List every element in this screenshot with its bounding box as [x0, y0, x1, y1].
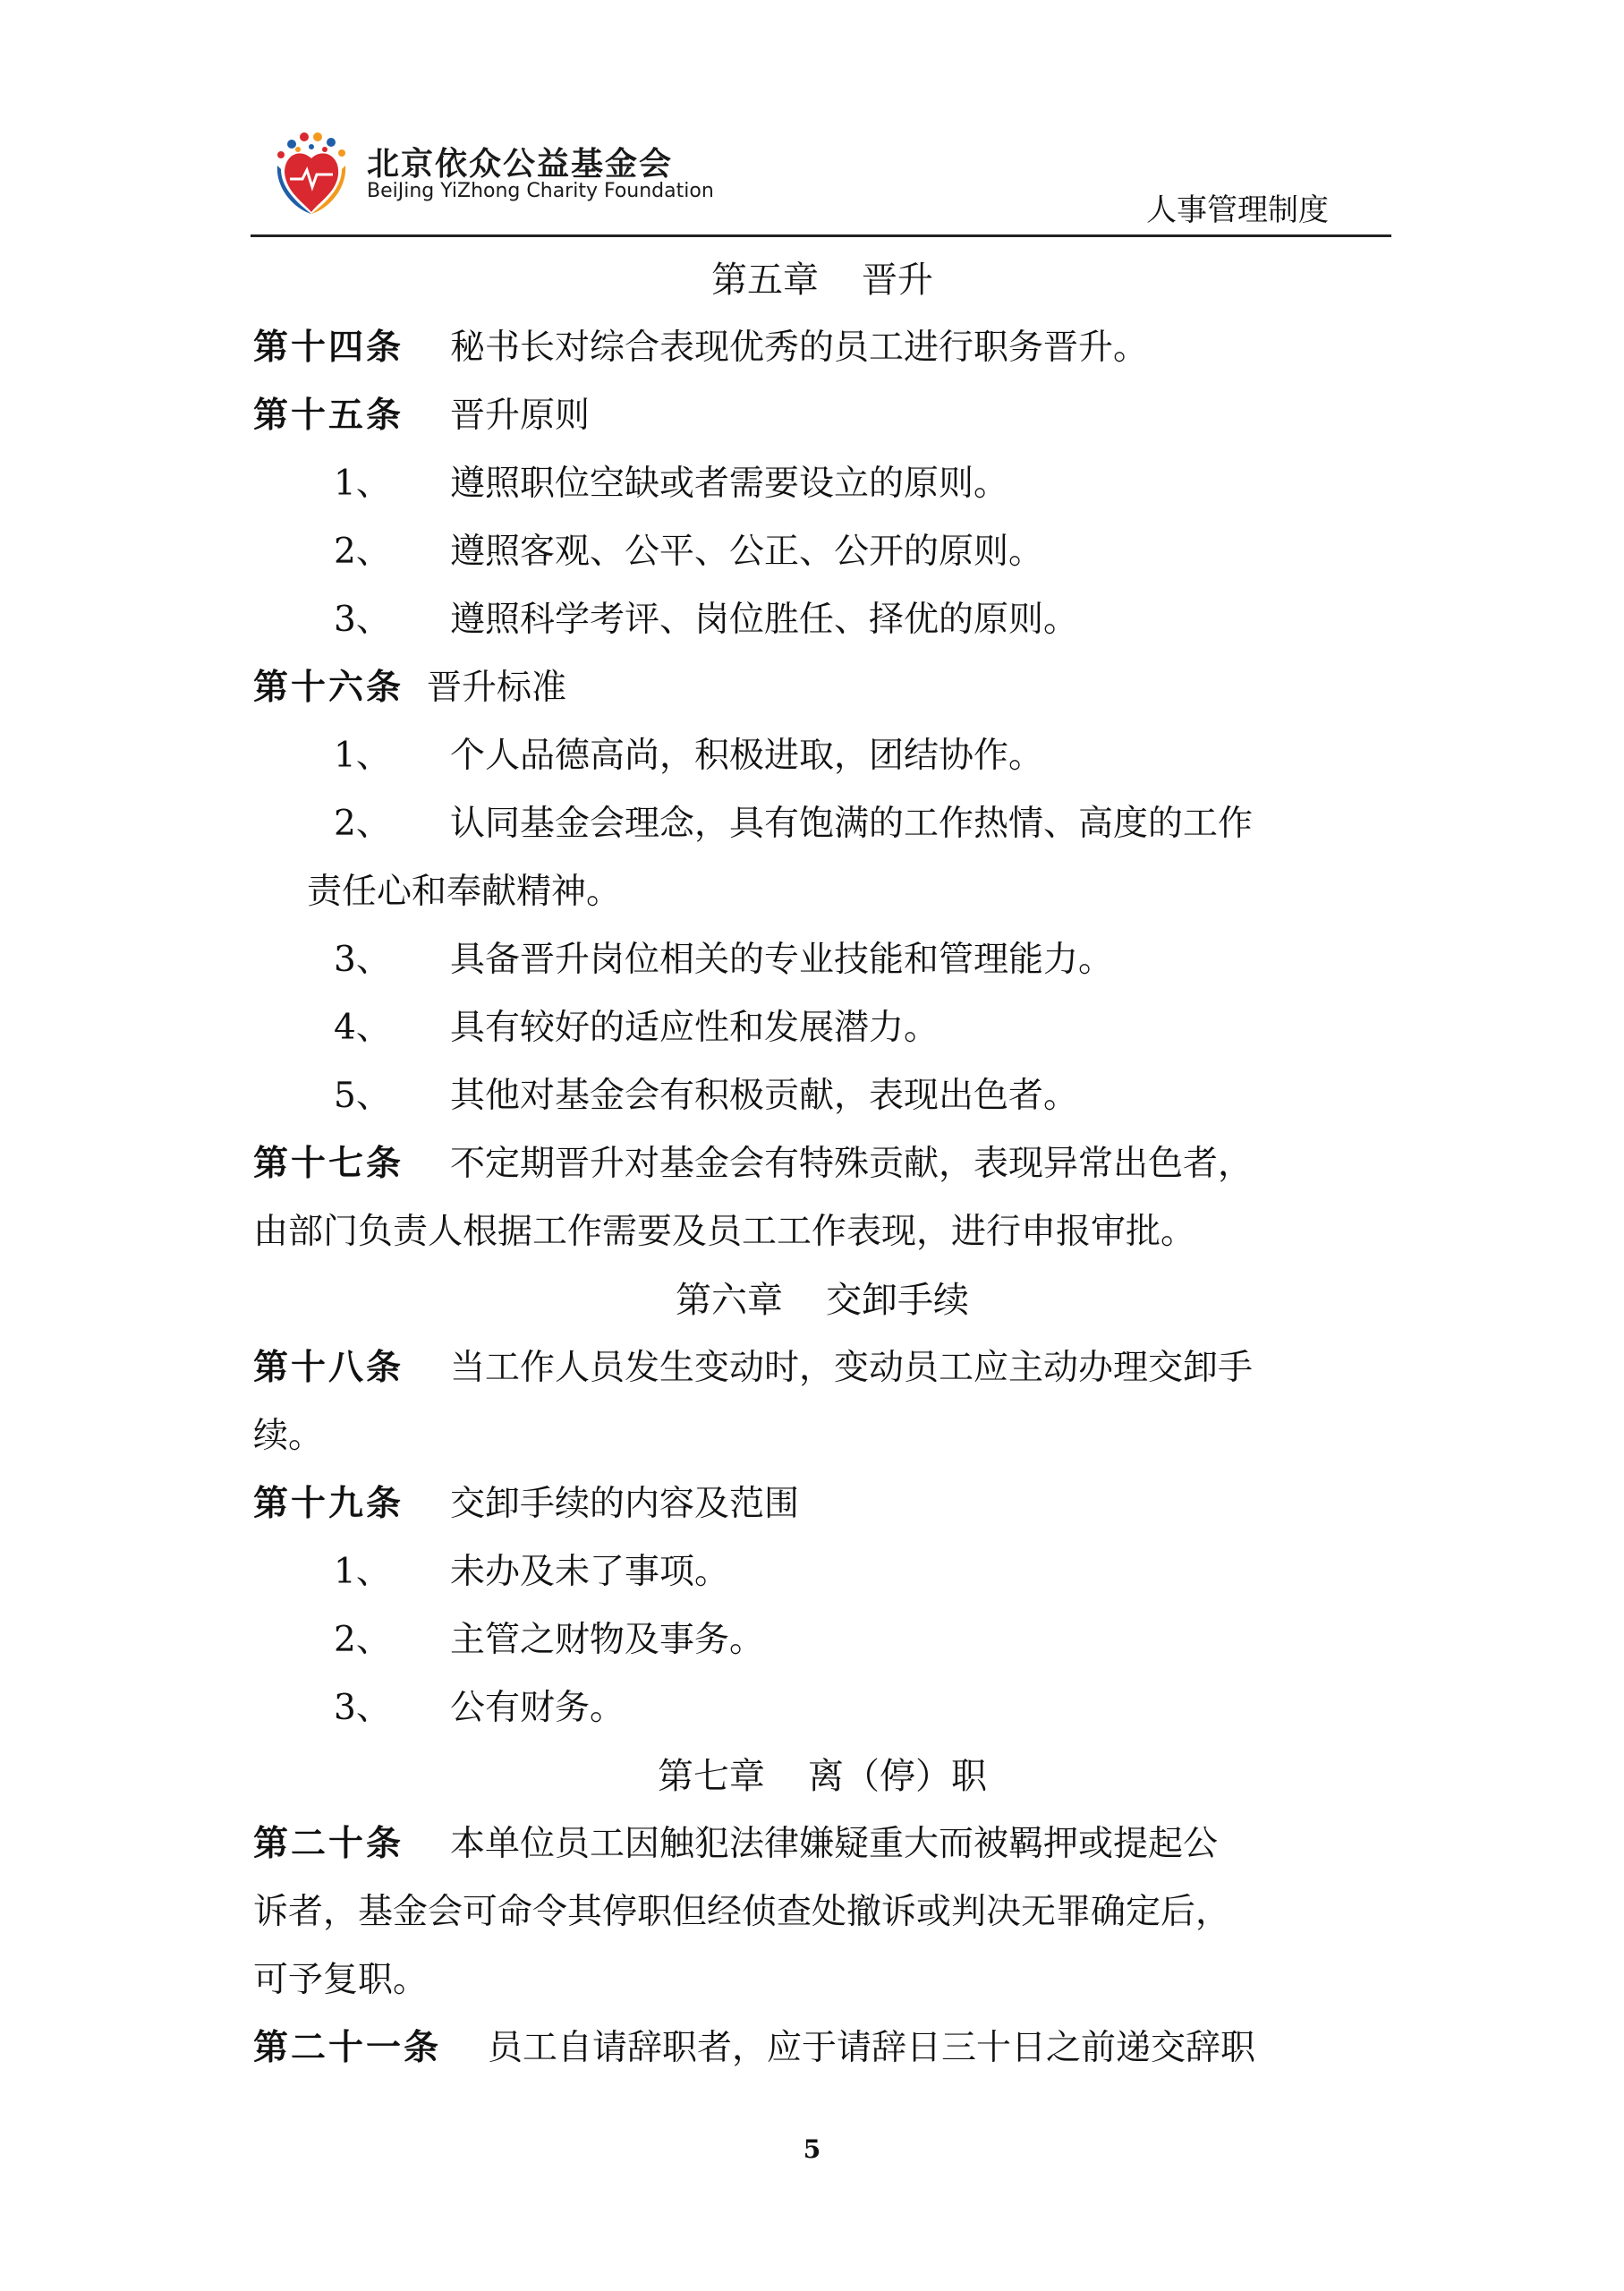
org-name-en: BeiJing YiZhong Charity Foundation: [367, 180, 714, 202]
chapter-heading: [253, 246, 1391, 314]
article-continuation: 可予复职。: [253, 1960, 429, 2000]
chapter-heading: [253, 1742, 1391, 1810]
article-number: 第十五条: [253, 396, 404, 436]
article-line: [253, 1130, 1391, 1198]
page-body: [253, 246, 1391, 2082]
chapter-number: 第七章: [658, 1756, 765, 1797]
list-item: 2、 主管之财物及事务。: [334, 1620, 765, 1660]
page-header: [251, 121, 1391, 237]
article-text: 员工自请辞职者，应于请辞日三十日之前递交辞职: [488, 2028, 1256, 2068]
article-number: 第二十条: [253, 1824, 404, 1864]
article-continuation: 由部门负责人根据工作需要及员工工作表现，进行申报审批。: [253, 1212, 1196, 1252]
chapter-name: 交卸手续: [826, 1280, 969, 1321]
article-line: [253, 1470, 1391, 1538]
article-line: [253, 314, 1391, 382]
article-text: 本单位员工因触犯法律嫌疑重大而被羁押或提起公: [450, 1824, 1219, 1864]
article-number: 第十七条: [253, 1144, 404, 1184]
article-text: 当工作人员发生变动时，变动员工应主动办理交卸手: [450, 1348, 1254, 1388]
list-item: 5、 其他对基金会有积极贡献，表现出色者。: [334, 1076, 1079, 1116]
list-item: 2、 遵照客观、公平、公正、公开的原则。: [334, 532, 1044, 572]
list-item: 3、 具备晋升岗位相关的专业技能和管理能力。: [334, 940, 1114, 980]
list-item: 1、 未办及未了事项。: [334, 1552, 730, 1592]
article-number: 第十四条: [253, 328, 404, 368]
article-number: 第十六条: [253, 668, 404, 708]
article-number: 第十九条: [253, 1484, 404, 1524]
list-item-continuation: 责任心和奉献精神。: [307, 872, 622, 912]
article-number: 第二十一条: [253, 2028, 442, 2068]
article-line: [253, 1810, 1391, 1878]
article-line: [253, 1334, 1391, 1402]
article-continuation: 续。: [253, 1416, 324, 1456]
list-item: 4、 具有较好的适应性和发展潜力。: [334, 1008, 940, 1048]
article-number: 第十八条: [253, 1348, 404, 1388]
list-item: 3、 公有财务。: [334, 1688, 625, 1728]
org-name-cn: 北京依众公益基金会: [367, 146, 674, 183]
chapter-number: 第五章: [711, 260, 819, 301]
list-item: 1、 个人品德高尚，积极进取，团结协作。: [334, 736, 1044, 776]
article-text: 晋升原则: [450, 396, 591, 436]
foundation-logo-icon: [268, 130, 358, 219]
chapter-number: 第六章: [676, 1280, 783, 1321]
header-divider: [251, 234, 1391, 237]
chapter-name: 离（停）职: [808, 1756, 987, 1797]
chapter-name: 晋升: [862, 260, 933, 301]
page-number: 5: [803, 2134, 821, 2164]
article-line: [253, 382, 1391, 450]
document-title: 人事管理制度: [1146, 192, 1329, 228]
article-continuation: 诉者，基金会可命令其停职但经侦查处撤诉或判决无罪确定后，: [253, 1892, 1231, 1932]
article-text: 晋升标准: [427, 668, 567, 708]
article-text: 交卸手续的内容及范围: [450, 1484, 800, 1524]
list-item: 1、 遵照职位空缺或者需要设立的原则。: [334, 464, 1009, 504]
article-line: [253, 654, 1391, 722]
list-item: 2、 认同基金会理念，具有饱满的工作热情、高度的工作: [334, 804, 1254, 844]
list-item: 3、 遵照科学考评、岗位胜任、择优的原则。: [334, 600, 1079, 640]
article-text: 秘书长对综合表现优秀的员工进行职务晋升。: [450, 328, 1149, 368]
article-text: 不定期晋升对基金会有特殊贡献，表现异常出色者，: [450, 1144, 1254, 1184]
chapter-heading: [253, 1266, 1391, 1334]
article-line: [253, 2014, 1391, 2082]
